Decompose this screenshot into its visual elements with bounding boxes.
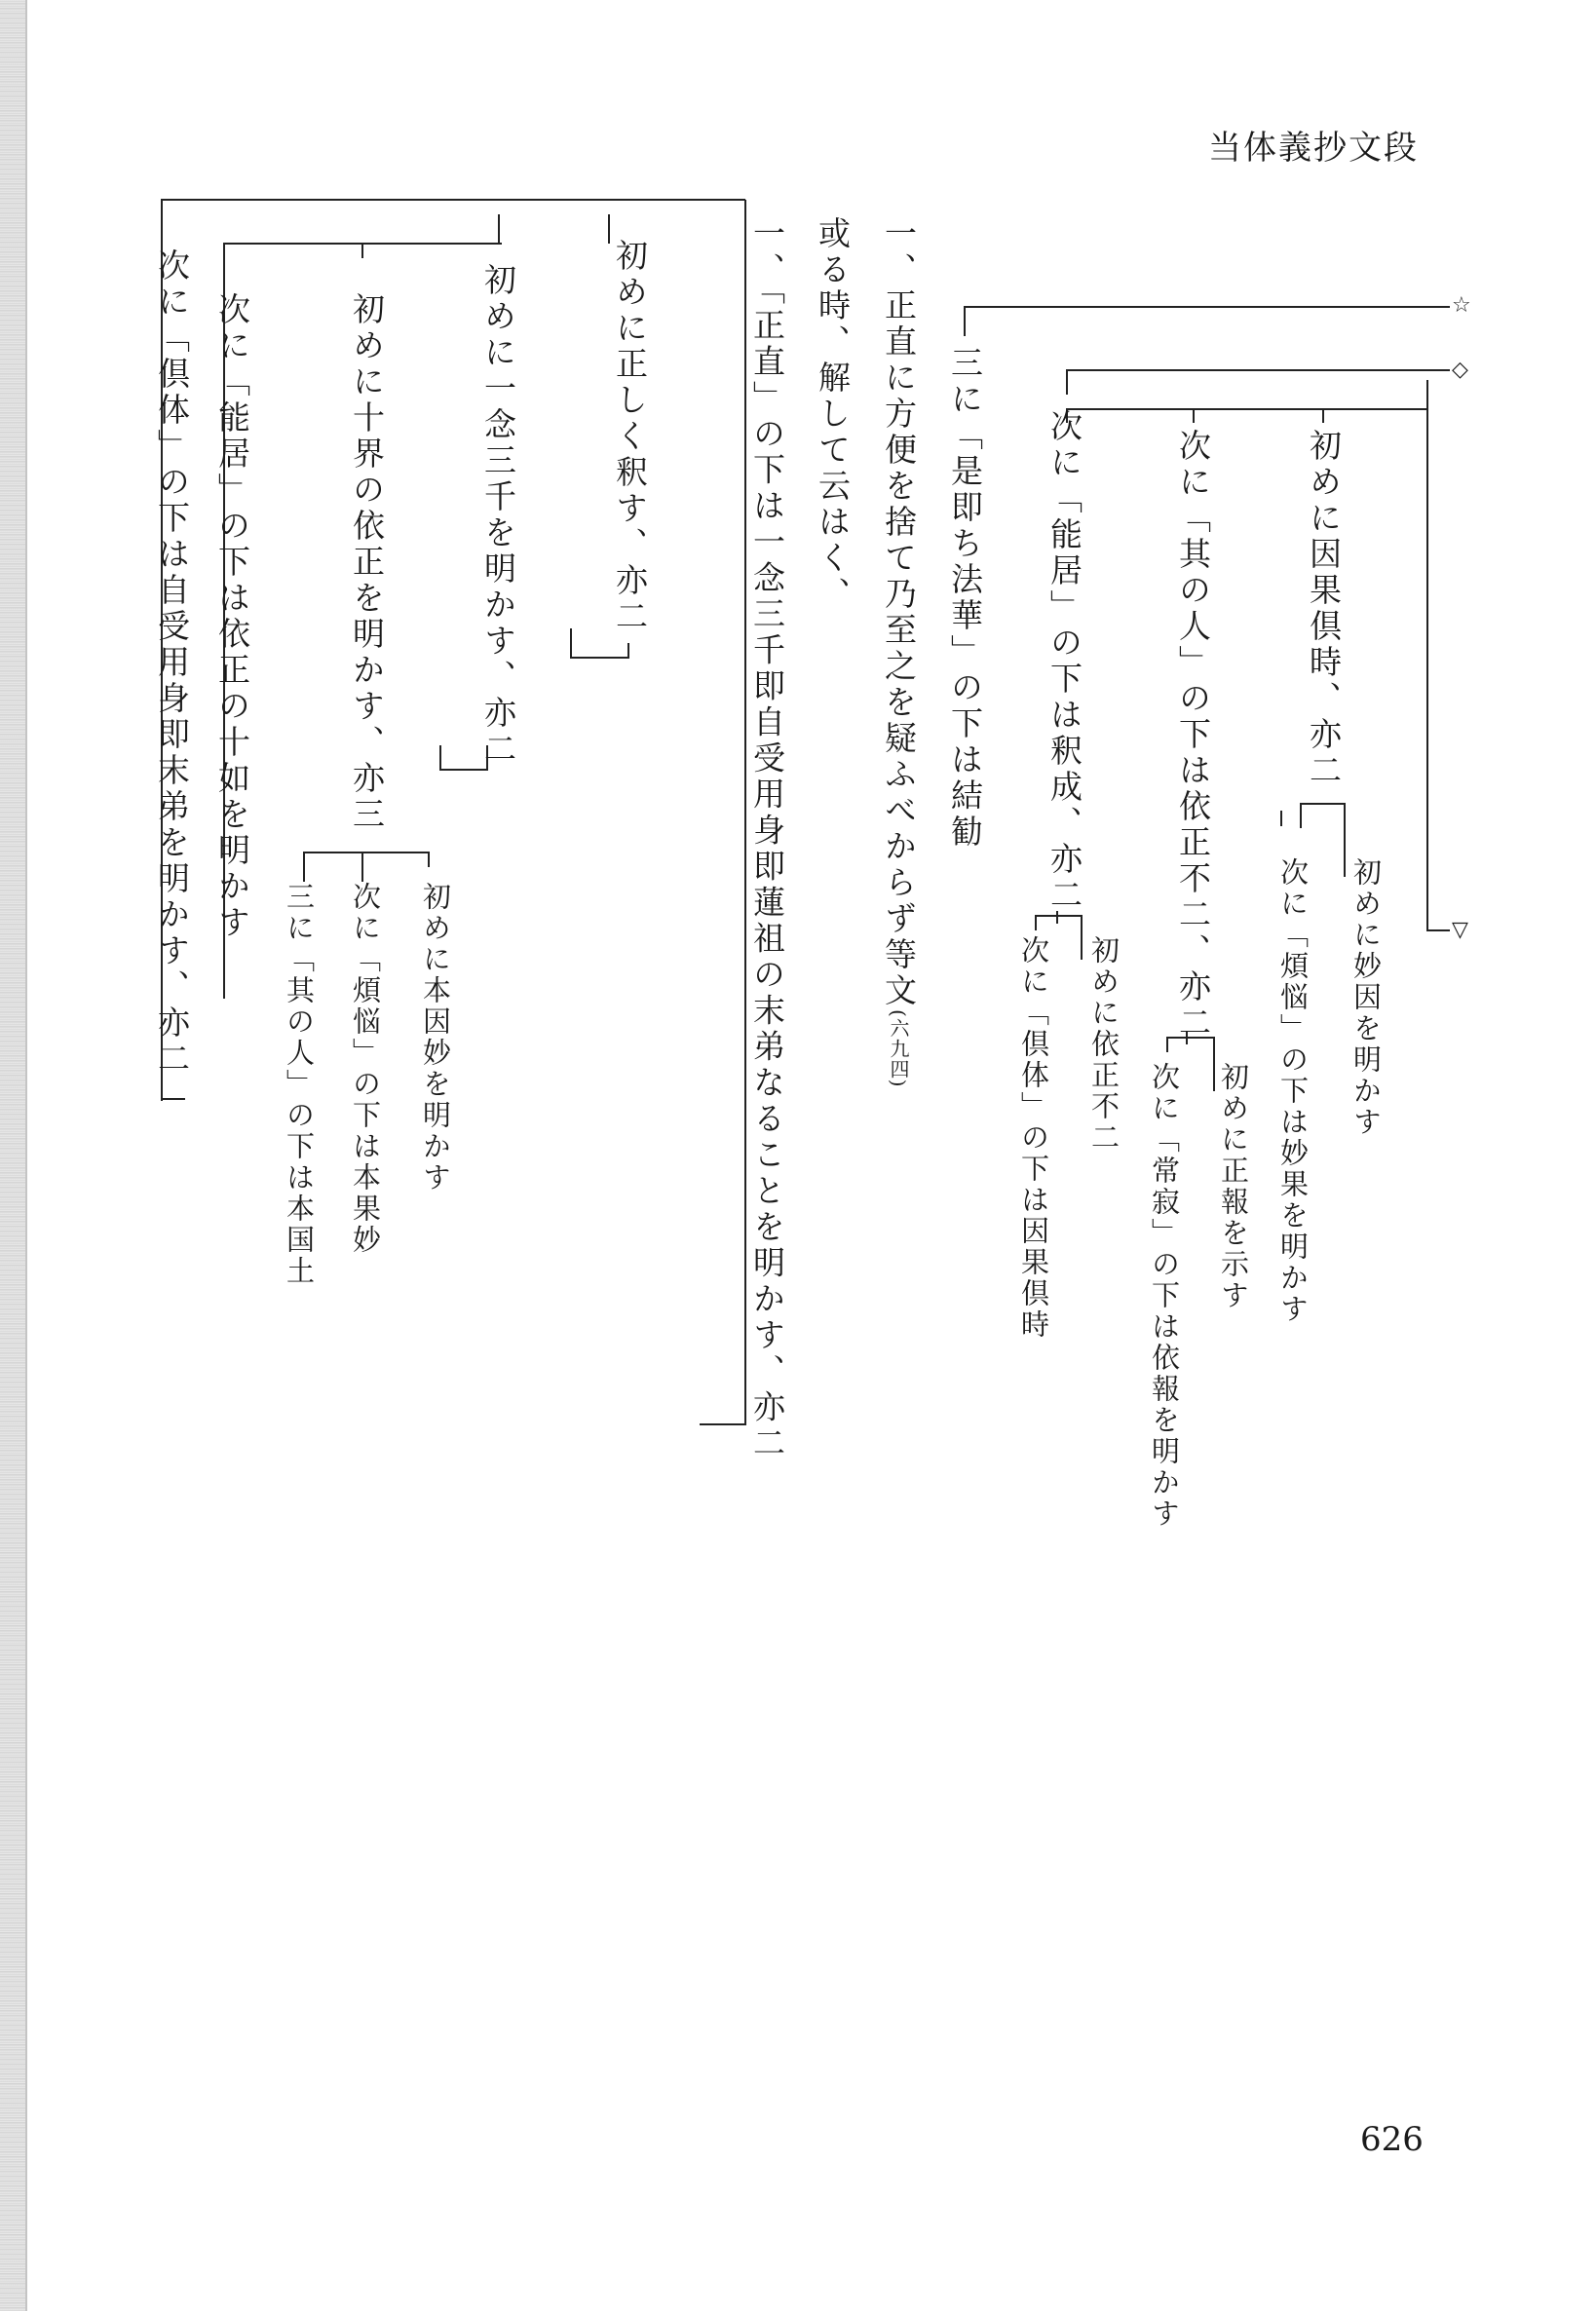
tree1-node-3a: 初めに依正不二: [1087, 935, 1121, 1154]
tree1-node-2b: 次に「常寂」の下は依報を明かす: [1148, 1062, 1181, 1530]
triangle-symbol: ▽: [1452, 918, 1468, 942]
tree1-node-3b: 次に「倶体」の下は因果倶時: [1017, 935, 1050, 1341]
body-paragraph-3: 一、「正直」の下は一念三千即自受用身即蓮祖の末弟なることを明かす、亦二: [748, 216, 786, 1462]
tree2-node-1a2: 次に「能居」の下は依正の十如を明かす: [213, 292, 251, 941]
body-paragraph-2: 或る時、解して云はく、: [814, 216, 852, 613]
tree2-node-1a: 初めに一念三千を明かす、亦二: [479, 263, 517, 768]
tree1-node-1b: 次に「煩悩」の下は妙果を明かす: [1276, 857, 1310, 1325]
body-paragraph-1-text: 一、正直に方便を捨て乃至之を疑ふべからず等文: [880, 216, 918, 1009]
tree2-node-1a1: 初めに十界の依正を明かす、亦三: [348, 292, 386, 833]
page-number: 626: [1360, 2120, 1424, 2159]
star-symbol: ☆: [1452, 293, 1471, 318]
tree2-node-1a1c: 三に「其の人」の下は本国土: [283, 882, 316, 1287]
diamond-symbol: ◇: [1452, 358, 1468, 382]
tree1-node-2: 次に「其の人」の下は依正不二、亦二: [1174, 429, 1212, 1042]
tree1-node-2a: 初めに正報を示す: [1217, 1062, 1250, 1311]
tree1-node-4: 三に「是即ち法華」の下は結勧: [946, 346, 984, 851]
tree2-node-1b: 次に「倶体」の下は自受用身即末弟を明かす、亦二: [153, 248, 191, 1078]
tree2-node-1: 初めに正しく釈す、亦二: [611, 239, 649, 635]
tree1-node-3: 次に「能居」の下は釈成、亦二: [1045, 409, 1083, 914]
page-reference-note: (六九四): [887, 1009, 910, 1088]
body-paragraph-1: [880, 216, 918, 1088]
tree2-node-1a1b: 次に「煩悩」の下は本果妙: [349, 882, 382, 1256]
tree1-node-1: 初めに因果倶時、亦二: [1305, 429, 1343, 789]
running-header: 当体義抄文段: [1208, 129, 1419, 168]
tree2-node-1a1a: 初めに本因妙を明かす: [419, 882, 452, 1193]
tree1-node-1a: 初めに妙因を明かす: [1349, 857, 1383, 1138]
